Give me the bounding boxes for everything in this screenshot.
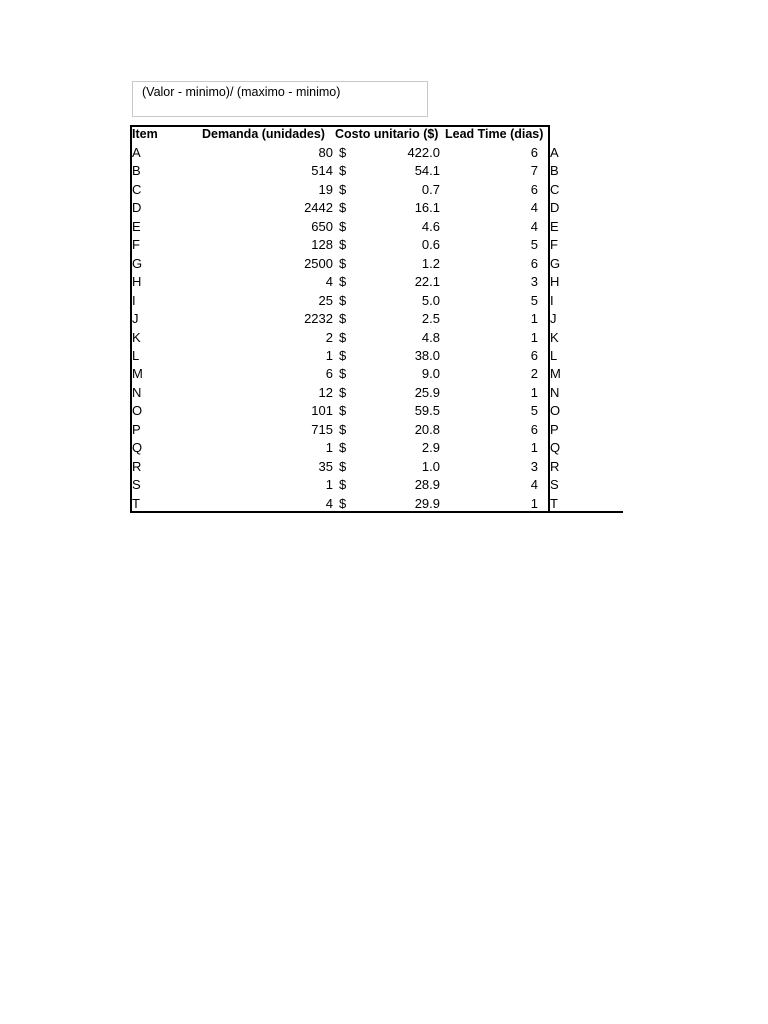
cell-item-repeat: G: [550, 255, 561, 271]
cell-costo: 2.9: [421, 440, 440, 456]
table-row: [132, 365, 572, 384]
cell-item-repeat: K: [550, 329, 559, 345]
cell-costo: 16.1: [414, 200, 440, 216]
cell-demanda: 12: [318, 384, 333, 400]
cell-demanda: 2232: [304, 311, 333, 327]
table-row: [132, 402, 572, 421]
cell-costo: 38.0: [414, 347, 440, 363]
cell-currency: $: [339, 366, 347, 382]
cell-currency: $: [339, 292, 347, 308]
table-row: [132, 495, 572, 514]
cell-lead-time: 1: [530, 495, 538, 511]
cell-item-repeat: B: [550, 163, 559, 179]
cell-item: Q: [132, 440, 143, 456]
table-row: [132, 310, 572, 329]
cell-item-repeat: M: [550, 366, 561, 382]
cell-lead-time: 6: [530, 145, 538, 160]
table-row: [132, 144, 572, 163]
cell-lead-time: 6: [530, 181, 538, 197]
cell-currency: $: [339, 403, 347, 419]
cell-costo: 22.1: [414, 274, 440, 290]
cell-item: D: [132, 200, 142, 216]
cell-costo: 1.0: [421, 458, 440, 474]
cell-costo: 25.9: [414, 384, 440, 400]
cell-item: B: [132, 163, 141, 179]
cell-item-repeat: H: [550, 274, 560, 290]
cell-lead-time: 6: [530, 255, 538, 271]
cell-currency: $: [339, 477, 347, 493]
cell-lead-time: 1: [530, 311, 538, 327]
cell-item-repeat: S: [550, 477, 559, 493]
cell-item: L: [132, 347, 140, 363]
cell-currency: $: [339, 311, 347, 327]
cell-currency: $: [339, 458, 347, 474]
cell-currency: $: [339, 145, 347, 160]
table-row: [132, 384, 572, 403]
cell-item-repeat: E: [550, 218, 559, 234]
cell-demanda: 514: [311, 163, 333, 179]
cell-item: P: [132, 421, 141, 437]
cell-item-repeat: L: [550, 347, 558, 363]
cell-lead-time: 5: [530, 292, 538, 308]
cell-costo: 422.0: [407, 145, 440, 160]
cell-item: R: [132, 458, 142, 474]
table-row: [132, 199, 572, 218]
cell-lead-time: 4: [530, 477, 538, 493]
cell-item-repeat: I: [550, 292, 554, 308]
cell-currency: $: [339, 421, 347, 437]
cell-lead-time: 4: [530, 218, 538, 234]
cell-currency: $: [339, 163, 347, 179]
cell-currency: $: [339, 329, 347, 345]
cell-item: O: [132, 403, 143, 419]
table-row: [132, 458, 572, 477]
cell-item-repeat: O: [550, 403, 561, 419]
cell-item-repeat: P: [550, 421, 559, 437]
cell-costo: 59.5: [414, 403, 440, 419]
cell-costo: 1.2: [421, 255, 440, 271]
cell-currency: $: [339, 440, 347, 456]
table-row: [132, 476, 572, 495]
cell-demanda: 35: [318, 458, 333, 474]
cell-item: J: [132, 311, 139, 327]
cell-demanda: 1: [325, 477, 333, 493]
cell-demanda: 2442: [304, 200, 333, 216]
table-row: [132, 439, 572, 458]
cell-currency: $: [339, 200, 347, 216]
cell-costo: 0.6: [421, 237, 440, 253]
cell-item: S: [132, 477, 141, 493]
cell-lead-time: 6: [530, 421, 538, 437]
cell-lead-time: 3: [530, 458, 538, 474]
table-row: [132, 255, 572, 274]
cell-lead-time: 1: [530, 384, 538, 400]
cell-item: A: [132, 145, 141, 160]
cell-item: N: [132, 384, 142, 400]
cell-demanda: 128: [311, 237, 333, 253]
cell-item: T: [132, 495, 140, 511]
cell-item-repeat: J: [550, 311, 557, 327]
header-demanda: Demanda (unidades): [202, 127, 325, 141]
table-row: [132, 292, 572, 311]
cell-lead-time: 4: [530, 200, 538, 216]
cell-lead-time: 7: [530, 163, 538, 179]
table-row: [132, 421, 572, 440]
table-row: [132, 236, 572, 255]
cell-costo: 4.8: [421, 329, 440, 345]
cell-costo: 20.8: [414, 421, 440, 437]
cell-item-repeat: A: [550, 145, 559, 160]
cell-lead-time: 1: [530, 329, 538, 345]
formula-text-box: [132, 81, 428, 117]
cell-item: K: [132, 329, 141, 345]
cell-demanda: 19: [318, 181, 333, 197]
cell-demanda: 2: [325, 329, 333, 345]
cell-item: C: [132, 181, 142, 197]
cell-item-repeat: R: [550, 458, 560, 474]
cell-item: M: [132, 366, 143, 382]
cell-currency: $: [339, 237, 347, 253]
cell-lead-time: 5: [530, 403, 538, 419]
cell-item: F: [132, 237, 140, 253]
table-row: [132, 273, 572, 292]
header-costo: Costo unitario ($): [335, 127, 439, 141]
cell-lead-time: 5: [530, 237, 538, 253]
formula-text: (Valor - minimo)/ (maximo - minimo): [142, 85, 341, 99]
cell-currency: $: [339, 384, 347, 400]
cell-demanda: 101: [311, 403, 333, 419]
cell-item: I: [132, 292, 136, 308]
cell-currency: $: [339, 274, 347, 290]
cell-demanda: 1: [325, 347, 333, 363]
cell-currency: $: [339, 181, 347, 197]
cell-currency: $: [339, 255, 347, 271]
cell-lead-time: 3: [530, 274, 538, 290]
cell-lead-time: 2: [530, 366, 538, 382]
cell-lead-time: 6: [530, 347, 538, 363]
cell-currency: $: [339, 218, 347, 234]
cell-item-repeat: Q: [550, 440, 561, 456]
header-item: Item: [132, 127, 158, 141]
cell-item: E: [132, 218, 141, 234]
cell-lead-time: 1: [530, 440, 538, 456]
cell-costo: 28.9: [414, 477, 440, 493]
cell-currency: $: [339, 347, 347, 363]
cell-item-repeat: F: [550, 237, 558, 253]
cell-demanda: 1: [325, 440, 333, 456]
cell-item: G: [132, 255, 143, 271]
cell-demanda: 4: [325, 495, 333, 511]
table-row: [132, 218, 572, 237]
cell-item-repeat: C: [550, 181, 560, 197]
cell-demanda: 650: [311, 218, 333, 234]
table-row: [132, 329, 572, 348]
cell-demanda: 2500: [304, 255, 333, 271]
cell-costo: 9.0: [421, 366, 440, 382]
table-row: [132, 181, 572, 200]
cell-demanda: 715: [311, 421, 333, 437]
cell-costo: 4.6: [421, 218, 440, 234]
cell-costo: 2.5: [421, 311, 440, 327]
table-header-row: [132, 125, 572, 144]
cell-demanda: 25: [318, 292, 333, 308]
cell-item-repeat: D: [550, 200, 560, 216]
cell-demanda: 4: [325, 274, 333, 290]
cell-item-repeat: N: [550, 384, 560, 400]
cell-costo: 54.1: [414, 163, 440, 179]
cell-costo: 29.9: [414, 495, 440, 511]
table-row: [132, 347, 572, 366]
cell-costo: 0.7: [421, 181, 440, 197]
cell-currency: $: [339, 495, 347, 511]
header-lead-time: Lead Time (dias): [445, 127, 544, 141]
table-row: [132, 162, 572, 181]
cell-demanda: 6: [325, 366, 333, 382]
cell-costo: 5.0: [421, 292, 440, 308]
cell-item-repeat: T: [550, 495, 558, 511]
cell-item: H: [132, 274, 142, 290]
cell-demanda: 80: [318, 145, 333, 160]
